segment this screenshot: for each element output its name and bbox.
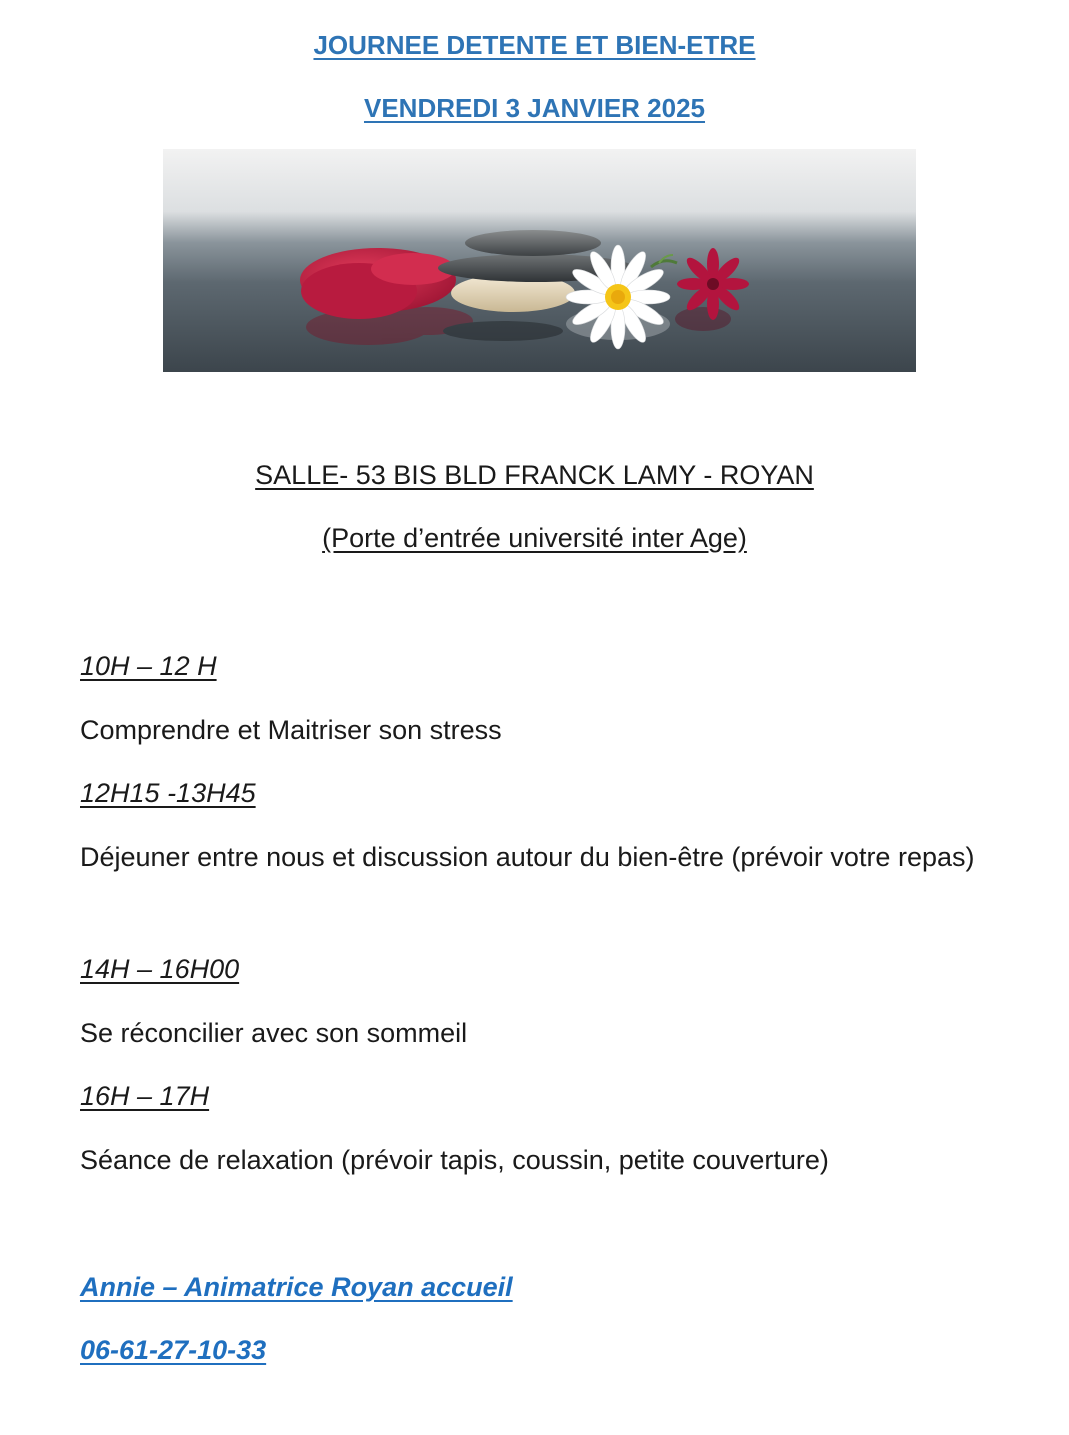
contact-name-link[interactable]: Annie – Animatrice Royan accueil xyxy=(80,1272,513,1302)
contact-phone-link[interactable]: 06-61-27-10-33 xyxy=(80,1335,267,1365)
event-title: JOURNEE DETENTE ET BIEN-ETRE xyxy=(313,30,756,60)
schedule-activity-3: Se réconcilier avec son sommeil xyxy=(80,1018,468,1048)
schedule-time-2: 12H15 -13H45 xyxy=(80,778,256,808)
schedule-activity-4: Séance de relaxation (prévoir tapis, coussin, petite couverture) xyxy=(80,1145,829,1175)
schedule-activity-1: Comprendre et Maitriser son stress xyxy=(80,715,502,745)
schedule-time-3: 14H – 16H00 xyxy=(80,954,240,984)
banner-image xyxy=(163,149,916,372)
schedule-time-1: 10H – 12 H xyxy=(80,651,217,681)
venue-address: SALLE- 53 BIS BLD FRANCK LAMY - ROYAN xyxy=(255,460,814,490)
venue-entrance-note: (Porte d’entrée université inter Age) xyxy=(322,523,747,553)
schedule-activity-2: Déjeuner entre nous et discussion autour du bien-être (prévoir votre repas) xyxy=(80,842,975,872)
zen-stones-flowers-icon xyxy=(163,149,916,372)
event-date: VENDREDI 3 JANVIER 2025 xyxy=(363,93,706,123)
schedule-time-4: 16H – 17H xyxy=(80,1081,210,1111)
